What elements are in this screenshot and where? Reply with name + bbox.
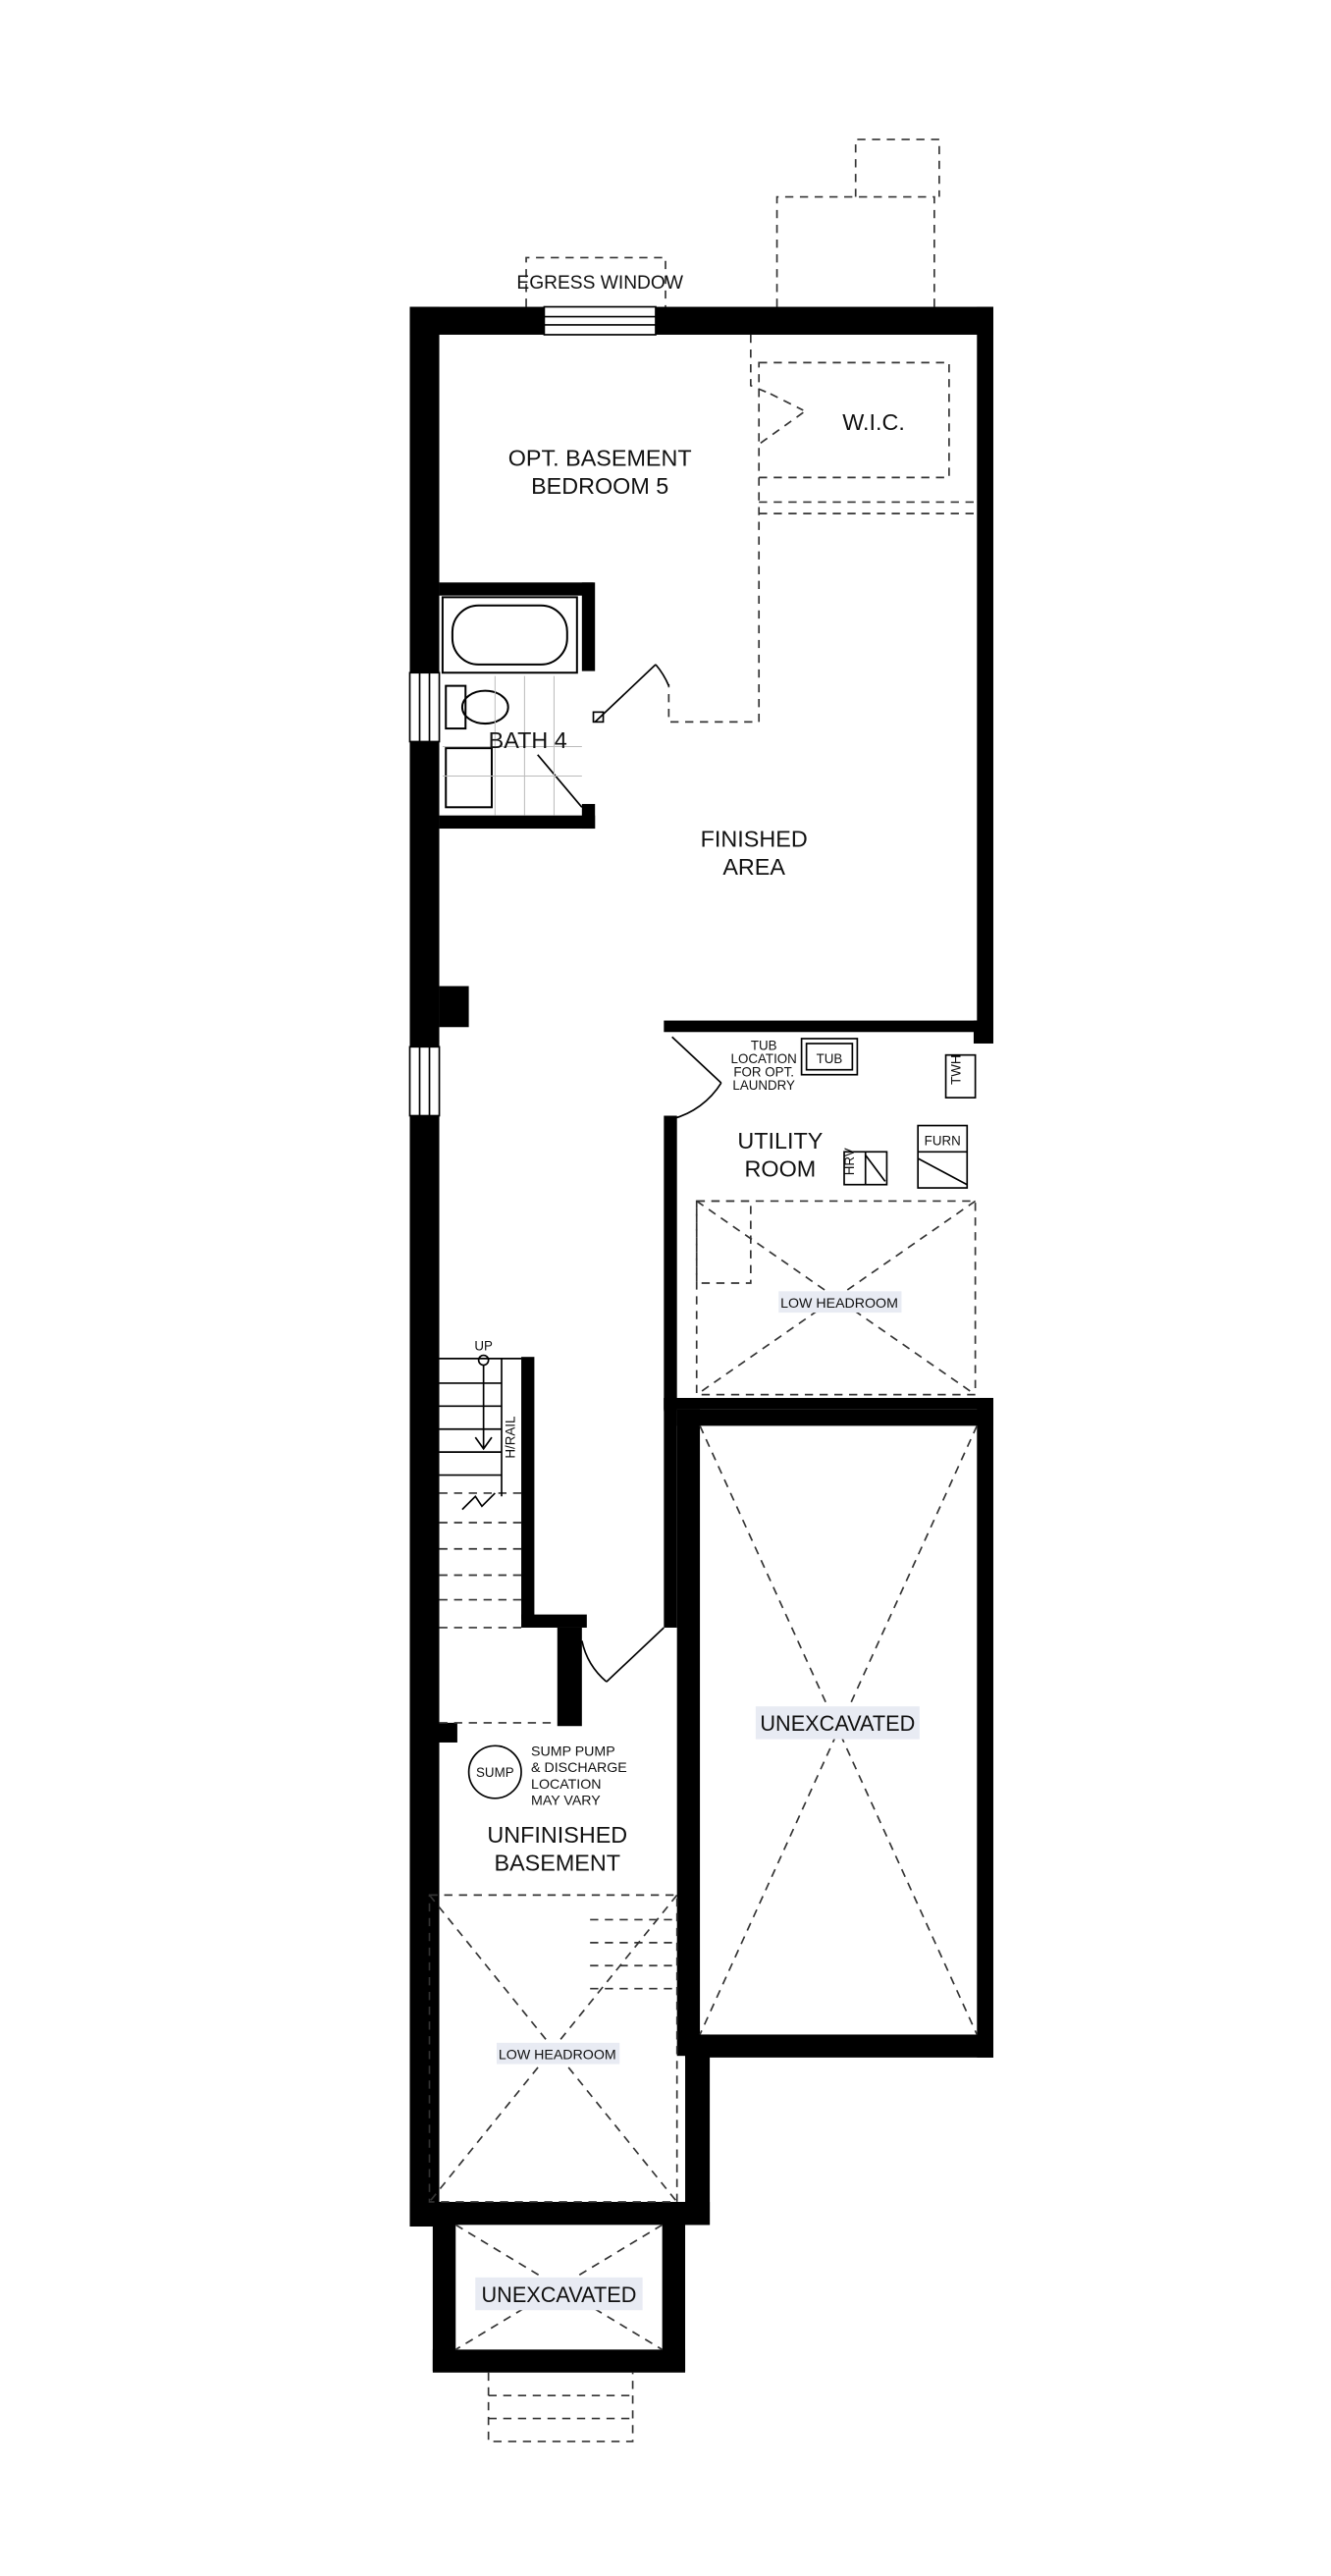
label-unfinished-line2: BASEMENT xyxy=(494,1850,621,1876)
label-hrail: H/RAIL xyxy=(503,1416,518,1459)
label-egress-window: EGRESS WINDOW xyxy=(516,273,683,295)
label-tub-note-line2: LOCATION xyxy=(730,1051,797,1067)
label-furn: FURN xyxy=(924,1133,961,1149)
label-low-headroom-2: LOW HEADROOM xyxy=(498,2047,616,2064)
label-finished-line1: FINISHED xyxy=(700,826,808,852)
label-sump-note-line2: & DISCHARGE xyxy=(531,1760,627,1777)
label-bath: BATH 4 xyxy=(488,727,567,754)
label-bedroom-line1: OPT. BASEMENT xyxy=(507,445,692,471)
label-tub-note-line4: LAUNDRY xyxy=(732,1077,795,1093)
label-twh: TWH xyxy=(948,1054,964,1085)
label-tub-note-line3: FOR OPT. xyxy=(733,1064,794,1080)
vanity-icon xyxy=(446,748,492,807)
label-sump: SUMP xyxy=(476,1765,514,1781)
label-finished-line2: AREA xyxy=(722,853,785,880)
window-bath xyxy=(409,672,439,741)
label-hrv: HRV xyxy=(842,1148,858,1176)
bathtub-icon xyxy=(443,597,577,672)
label-up: UP xyxy=(474,1338,493,1354)
label-tub: TUB xyxy=(816,1051,843,1067)
label-bedroom-line2: BEDROOM 5 xyxy=(531,473,669,500)
label-sump-note-line1: SUMP PUMP xyxy=(531,1744,615,1760)
label-utility-line2: ROOM xyxy=(744,1155,817,1182)
window-finished-area xyxy=(409,1046,439,1115)
label-unfinished-line1: UNFINISHED xyxy=(487,1821,628,1848)
window-egress xyxy=(544,307,656,335)
label-sump-note-line3: LOCATION xyxy=(531,1776,602,1793)
toilet-icon xyxy=(446,686,507,728)
label-wic: W.I.C. xyxy=(842,408,905,435)
label-low-headroom-1: LOW HEADROOM xyxy=(780,1296,898,1313)
label-unexcavated-2: UNEXCAVATED xyxy=(481,2281,637,2307)
label-utility-line1: UTILITY xyxy=(737,1127,824,1154)
label-unexcavated-1: UNEXCAVATED xyxy=(760,1711,916,1737)
stair-arrow-icon xyxy=(475,1356,492,1449)
text-labels xyxy=(474,273,963,2307)
label-tub-note-line1: TUB xyxy=(750,1038,777,1053)
label-sump-note-line4: MAY VARY xyxy=(531,1793,601,1809)
